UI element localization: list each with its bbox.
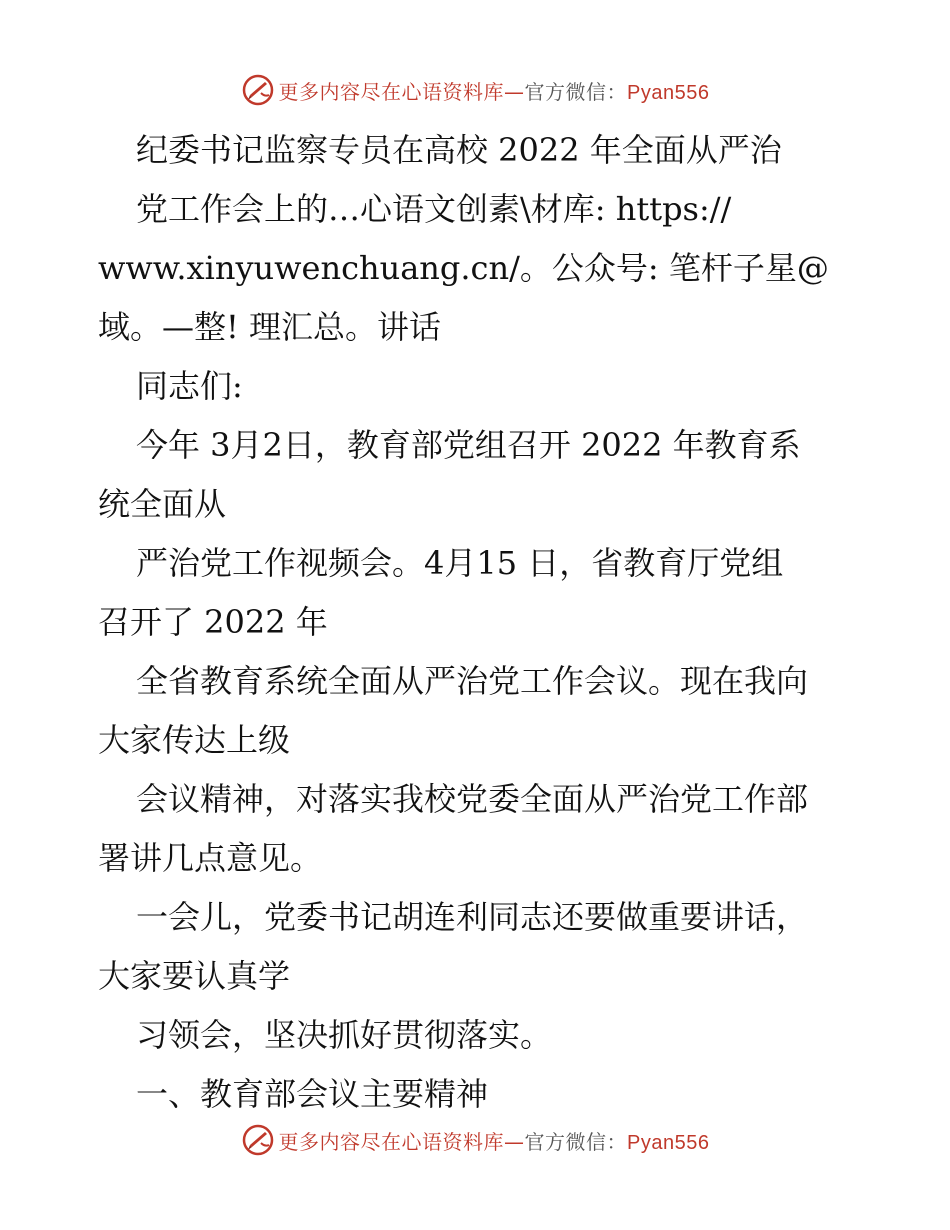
banner-official-label: 官方微信： <box>524 79 628 104</box>
banner-wechat-id: Pyan556 <box>627 1131 710 1154</box>
document-line: 今年 3月2日，教育部党组召开 2022 年教育系 <box>136 426 801 464</box>
banner-official-label: 官方微信： <box>524 1129 628 1154</box>
document-line: 同志们: <box>136 367 243 405</box>
banner-main-text: 更多内容尽在心语资料库 <box>278 1129 505 1154</box>
document-line: 一、教育部会议主要精神 <box>136 1075 489 1113</box>
banner-separator: — <box>504 79 525 104</box>
document-line: 署讲几点意见。 <box>98 839 323 877</box>
document-line: 域。—整! 理汇总。讲话 <box>98 308 442 346</box>
document-line: www.xinyuwenchuang.cn/。公众号: 笔杆子星@ <box>98 249 829 287</box>
document-line: 严治党工作视频会。4月15 日，省教育厅党组 <box>136 544 784 582</box>
banner-main-text: 更多内容尽在心语资料库 <box>278 79 505 104</box>
document-line: 一会儿，党委书记胡连利同志还要做重要讲话， <box>136 898 809 936</box>
header-watermark-banner <box>0 70 950 110</box>
document-line: 习领会，坚决抓好贯彻落实。 <box>136 1016 553 1054</box>
logo-icon <box>241 1123 275 1157</box>
document-body <box>98 121 858 1124</box>
document-line: 统全面从 <box>98 485 227 523</box>
document-line: 召开了 2022 年 <box>98 603 328 641</box>
banner-wechat-id: Pyan556 <box>627 81 710 104</box>
logo-icon <box>241 73 275 107</box>
banner-separator: — <box>504 1129 525 1154</box>
document-line: 全省教育系统全面从严治党工作会议。现在我向 <box>136 662 809 700</box>
document-line: 会议精神，对落实我校党委全面从严治党工作部 <box>136 780 809 818</box>
document-line: 纪委书记监察专员在高校 2022 年全面从严治 <box>136 131 782 169</box>
document-line: 大家要认真学 <box>98 957 291 995</box>
document-line: 大家传达上级 <box>98 721 291 759</box>
footer-watermark-banner <box>0 1120 950 1160</box>
document-line: 党工作会上的…心语文创素\材库: https:// <box>136 190 732 228</box>
